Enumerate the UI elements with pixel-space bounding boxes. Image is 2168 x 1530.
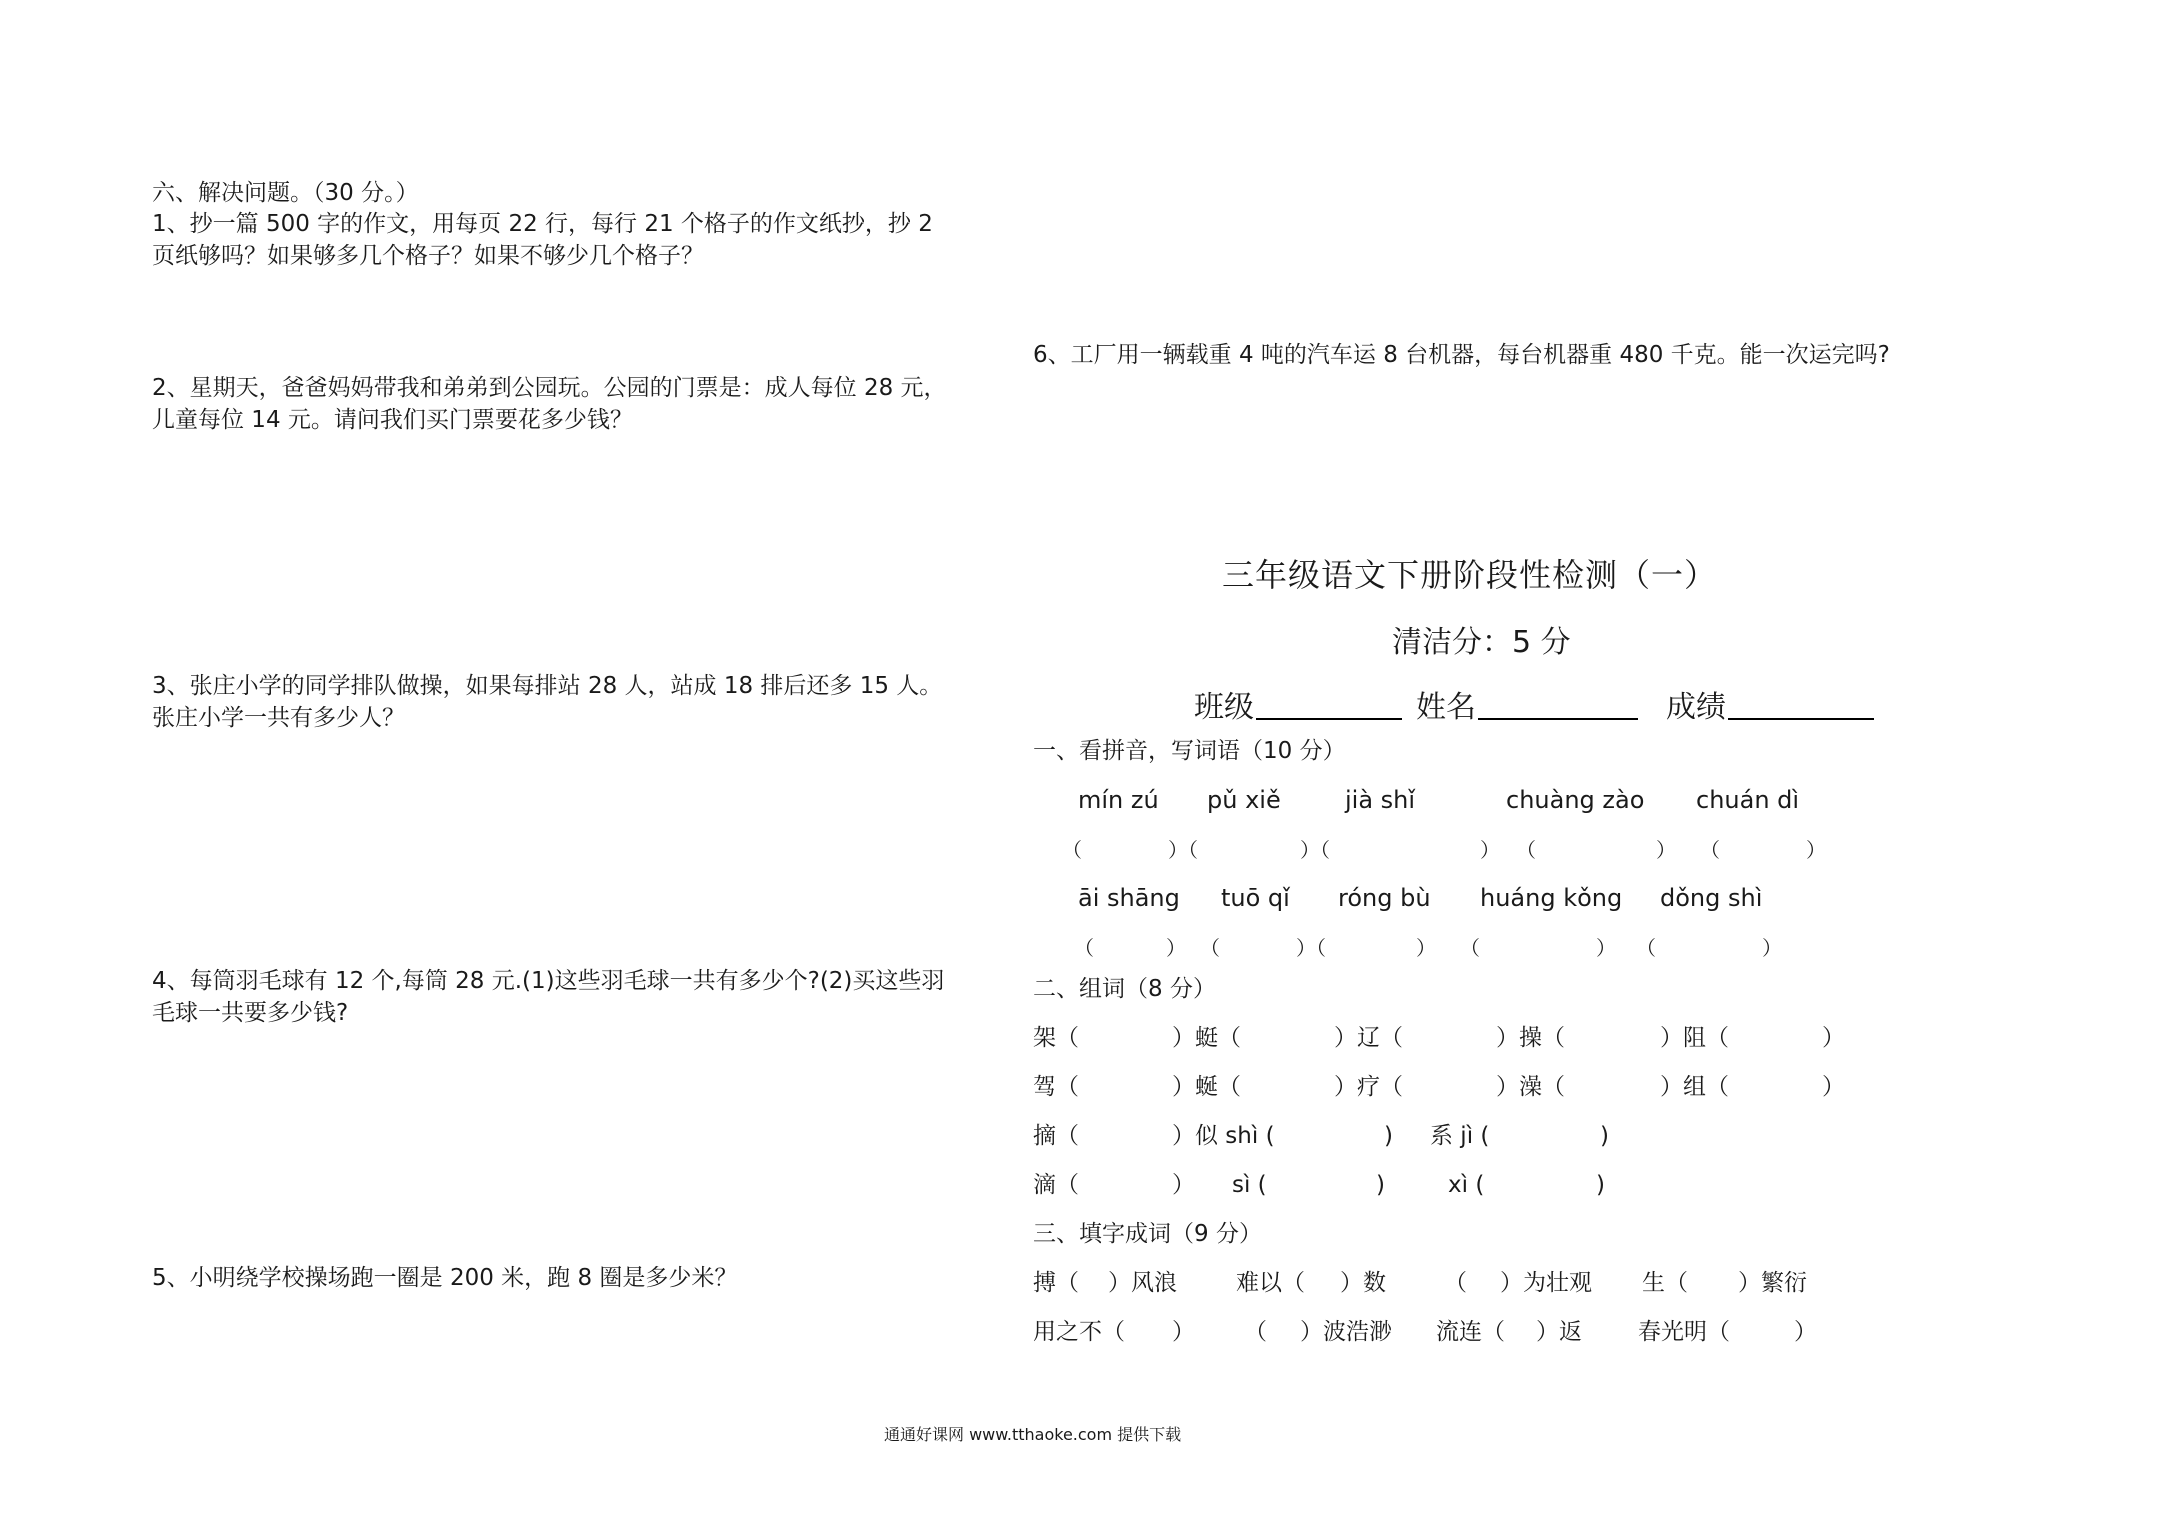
paren-2-8: （ [1636,936,1656,960]
zuci-1-5: ）阻（ [1660,1025,1729,1051]
class-field[interactable] [1256,684,1402,720]
pinyin-1-5: chuán dì [1696,786,1800,814]
footer-credit: 通通好课网 www.tthaoke.com 提供下载 [884,1425,1182,1444]
paren-1-4: ） [1480,838,1500,862]
pinyin-2-4: huáng kǒng [1480,884,1623,912]
pinyin-1-2: pǔ xiě [1207,786,1281,814]
fill-2-5: 流连（ [1436,1319,1505,1345]
zuci-1-4: ）操（ [1496,1025,1565,1051]
pinyin-1-1: mín zú [1078,786,1159,814]
pinyin-2-5: dǒng shì [1660,884,1763,912]
fill-2-7: 春光明（ [1638,1319,1730,1345]
zuci-3-1: 摘（ [1033,1123,1079,1149]
section-3-title: 三、填字成词（9 分） [1033,1221,1262,1247]
paren-1-1: （ [1062,838,1082,862]
question-3-line-1: 3、张庄小学的同学排队做操，如果每排站 28 人，站成 18 排后还多 15 人。 [152,673,943,699]
section-1-title: 一、看拼音，写词语（10 分） [1033,738,1346,764]
paren-2-5: ） [1416,936,1436,960]
paren-1-5: （ [1516,838,1536,862]
fill-1-4: ）数 [1340,1270,1386,1296]
zuci-3-5: ) [1600,1123,1609,1149]
fill-1-1: 搏（ [1033,1270,1079,1296]
fill-1-3: 难以（ [1236,1270,1305,1296]
question-5: 5、小明绕学校操场跑一圈是 200 米，跑 8 圈是多少米？ [152,1265,738,1291]
zuci-2-4: ）澡（ [1496,1074,1565,1100]
fill-1-2: ）风浪 [1108,1270,1177,1296]
zuci-4-3: sì ( [1232,1172,1267,1198]
question-2-line-1: 2、星期天，爸爸妈妈带我和弟弟到公园玩。公园的门票是：成人每位 28 元， [152,375,947,401]
zuci-1-2: ）蜓（ [1172,1025,1241,1051]
name-field[interactable] [1478,684,1638,720]
fill-2-2: ） [1172,1319,1195,1345]
fill-2-4: ）波浩渺 [1300,1319,1392,1345]
paren-2-3: （ [1200,936,1220,960]
paren-2-6: （ [1460,936,1480,960]
zuci-2-6: ） [1822,1074,1845,1100]
zuci-4-2: ） [1172,1172,1195,1198]
zuci-2-5: ）组（ [1660,1074,1729,1100]
paren-1-3: ）（ [1300,838,1330,862]
fill-1-6: ）为壮观 [1500,1270,1592,1296]
pinyin-1-4: chuàng zào [1506,786,1645,814]
paren-2-1: （ [1074,936,1094,960]
clean-score: 清洁分：5 分 [1392,625,1571,660]
fill-2-6: ）返 [1536,1319,1582,1345]
paren-2-7: ） [1596,936,1616,960]
pinyin-2-2: tuō qǐ [1221,884,1290,912]
paren-1-7: （ [1700,838,1720,862]
fill-1-8: ）繁衍 [1738,1270,1807,1296]
zuci-1-1: 架（ [1033,1025,1079,1051]
zuci-4-5: xì ( [1448,1172,1485,1198]
question-6: 6、工厂用一辆载重 4 吨的汽车运 8 台机器，每台机器重 480 千克。能一次运完吗? [1033,342,1890,368]
question-1-line-1: 1、抄一篇 500 字的作文，用每页 22 行，每行 21 个格子的作文纸抄，抄 2 [152,211,933,237]
fill-1-5: （ [1444,1270,1467,1296]
question-3-line-2: 张庄小学一共有多少人？ [152,705,405,731]
section-six-title: 六、解决问题。（30 分。） [152,180,419,206]
fill-1-7: 生（ [1642,1270,1688,1296]
paren-1-6: ） [1656,838,1676,862]
zuci-3-3: ) [1384,1123,1393,1149]
score-label: 成绩 [1666,690,1726,725]
zuci-2-1: 驾（ [1033,1074,1079,1100]
question-2-line-2: 儿童每位 14 元。请问我们买门票要花多少钱？ [152,407,633,433]
paren-2-9: ） [1762,936,1782,960]
class-label: 班级 [1194,690,1254,725]
zuci-4-6: ) [1596,1172,1605,1198]
paren-1-8: ） [1806,838,1826,862]
question-4-line-2: 毛球一共要多少钱? [152,1000,349,1026]
exam-title: 三年级语文下册阶段性检测（一） [1222,556,1718,594]
section-2-title: 二、组词（8 分） [1033,976,1216,1002]
pinyin-1-3: jià shǐ [1345,786,1416,814]
paren-2-2: ） [1166,936,1186,960]
zuci-2-2: ）蜒（ [1172,1074,1241,1100]
zuci-3-4: 系 jì ( [1430,1123,1490,1149]
name-label: 姓名 [1416,690,1476,725]
zuci-1-6: ） [1822,1025,1845,1051]
question-1-line-2: 页纸够吗？如果够多几个格子？如果不够少几个格子？ [152,243,704,269]
zuci-4-4: ) [1376,1172,1385,1198]
zuci-1-3: ）辽（ [1334,1025,1403,1051]
pinyin-2-3: róng bù [1338,884,1431,912]
zuci-3-2: ）似 shì ( [1172,1123,1275,1149]
fill-2-3: （ [1244,1319,1267,1345]
question-4-line-1: 4、每筒羽毛球有 12 个,每筒 28 元.(1)这些羽毛球一共有多少个?(2)买这些羽 [152,968,945,994]
paren-2-4: ）（ [1296,936,1326,960]
score-field[interactable] [1728,684,1874,720]
pinyin-2-1: āi shāng [1078,884,1180,912]
paren-1-2: ）（ [1168,838,1198,862]
zuci-2-3: ）疗（ [1334,1074,1403,1100]
fill-2-8: ） [1794,1319,1817,1345]
zuci-4-1: 滴（ [1033,1172,1079,1198]
fill-2-1: 用之不（ [1033,1319,1125,1345]
